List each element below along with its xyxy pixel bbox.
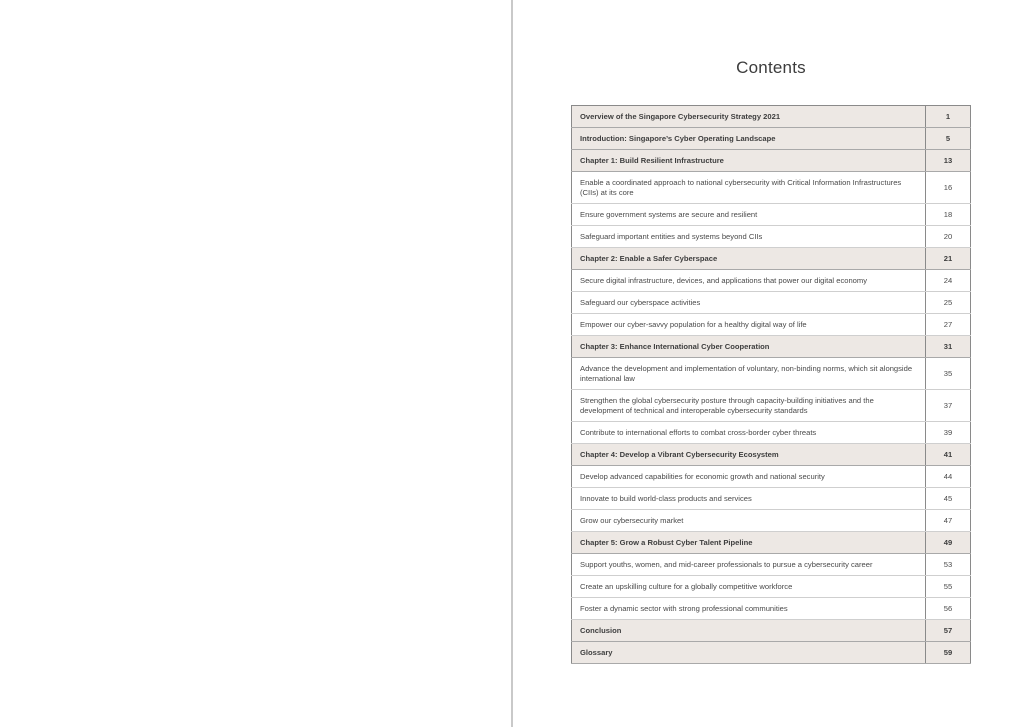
toc-row[interactable] [572,358,971,390]
toc-row[interactable] [572,510,971,532]
toc-page-number: 1 [926,106,971,128]
toc-page-number: 56 [926,598,971,620]
page-title: Contents [736,58,806,77]
toc-entry-text[interactable]: Safeguard our cyberspace activities [572,292,926,314]
toc-entry-text[interactable]: Safeguard important entities and systems beyond CIIs [572,226,926,248]
toc-row[interactable] [572,150,971,172]
toc-row[interactable] [572,620,971,642]
toc-page-number: 13 [926,150,971,172]
toc-entry-text[interactable]: Chapter 5: Grow a Robust Cyber Talent Pipeline [572,532,926,554]
toc-entry-text[interactable]: Enable a coordinated approach to national cybersecurity with Critical Information Infrastructures (CIIs) at its core [572,172,926,204]
toc-entry-text[interactable]: Develop advanced capabilities for economic growth and national security [572,466,926,488]
toc-page-number: 39 [926,422,971,444]
toc-entry-text[interactable]: Grow our cybersecurity market [572,510,926,532]
toc-row[interactable] [572,270,971,292]
toc-row[interactable] [572,422,971,444]
toc-row[interactable] [572,554,971,576]
toc-entry-text[interactable]: Foster a dynamic sector with strong professional communities [572,598,926,620]
toc-row[interactable] [572,444,971,466]
toc-page-number: 53 [926,554,971,576]
toc-row[interactable] [572,292,971,314]
toc-row[interactable] [572,598,971,620]
toc-entry-text[interactable]: Strengthen the global cybersecurity posture through capacity-building initiatives and the development of technical and interoperable cybersecurity standards [572,390,926,422]
toc-page-number: 49 [926,532,971,554]
toc-page-number: 5 [926,128,971,150]
toc-entry-text[interactable]: Chapter 1: Build Resilient Infrastructure [572,150,926,172]
toc-entry-text[interactable]: Support youths, women, and mid-career professionals to pursue a cybersecurity career [572,554,926,576]
toc-entry-text[interactable]: Contribute to international efforts to combat cross-border cyber threats [572,422,926,444]
toc-page-number: 57 [926,620,971,642]
toc-row[interactable] [572,226,971,248]
toc-entry-text[interactable]: Chapter 4: Develop a Vibrant Cybersecurity Ecosystem [572,444,926,466]
toc-page-number: 25 [926,292,971,314]
toc-entry-text[interactable]: Ensure government systems are secure and resilient [572,204,926,226]
toc-row[interactable] [572,314,971,336]
toc-row[interactable] [572,576,971,598]
toc-entry-text[interactable]: Chapter 2: Enable a Safer Cyberspace [572,248,926,270]
toc-entry-text[interactable]: Glossary [572,642,926,664]
toc-entry-text[interactable]: Conclusion [572,620,926,642]
toc-row[interactable] [572,172,971,204]
toc-page-number: 55 [926,576,971,598]
toc-page-number: 59 [926,642,971,664]
table-of-contents [571,105,971,664]
toc-entry-text[interactable]: Advance the development and implementation of voluntary, non-binding norms, which sit alongside international law [572,358,926,390]
toc-page-number: 47 [926,510,971,532]
toc-row[interactable] [572,128,971,150]
toc-row[interactable] [572,532,971,554]
toc-page-number: 21 [926,248,971,270]
toc-page-number: 44 [926,466,971,488]
toc-page-number: 37 [926,390,971,422]
toc-entry-text[interactable]: Overview of the Singapore Cybersecurity Strategy 2021 [572,106,926,128]
left-page-blank [0,0,511,727]
toc-page-number: 45 [926,488,971,510]
toc-page-number: 27 [926,314,971,336]
toc-row[interactable] [572,248,971,270]
toc-row[interactable] [572,336,971,358]
toc-row[interactable] [572,488,971,510]
toc-entry-text[interactable]: Secure digital infrastructure, devices, and applications that power our digital economy [572,270,926,292]
toc-row[interactable] [572,642,971,664]
toc-row[interactable] [572,106,971,128]
toc-page-number: 16 [926,172,971,204]
toc-entry-text[interactable]: Create an upskilling culture for a globally competitive workforce [572,576,926,598]
toc-entry-text[interactable]: Chapter 3: Enhance International Cyber Cooperation [572,336,926,358]
toc-page-number: 41 [926,444,971,466]
toc-entry-text[interactable]: Innovate to build world-class products and services [572,488,926,510]
toc-page-number: 18 [926,204,971,226]
toc-row[interactable] [572,390,971,422]
toc-entry-text[interactable]: Empower our cyber-savvy population for a healthy digital way of life [572,314,926,336]
toc-row[interactable] [572,204,971,226]
toc-page-number: 31 [926,336,971,358]
toc-row[interactable] [572,466,971,488]
toc-page-number: 35 [926,358,971,390]
toc-page-number: 20 [926,226,971,248]
toc-page-number: 24 [926,270,971,292]
toc-entry-text[interactable]: Introduction: Singapore’s Cyber Operating Landscape [572,128,926,150]
